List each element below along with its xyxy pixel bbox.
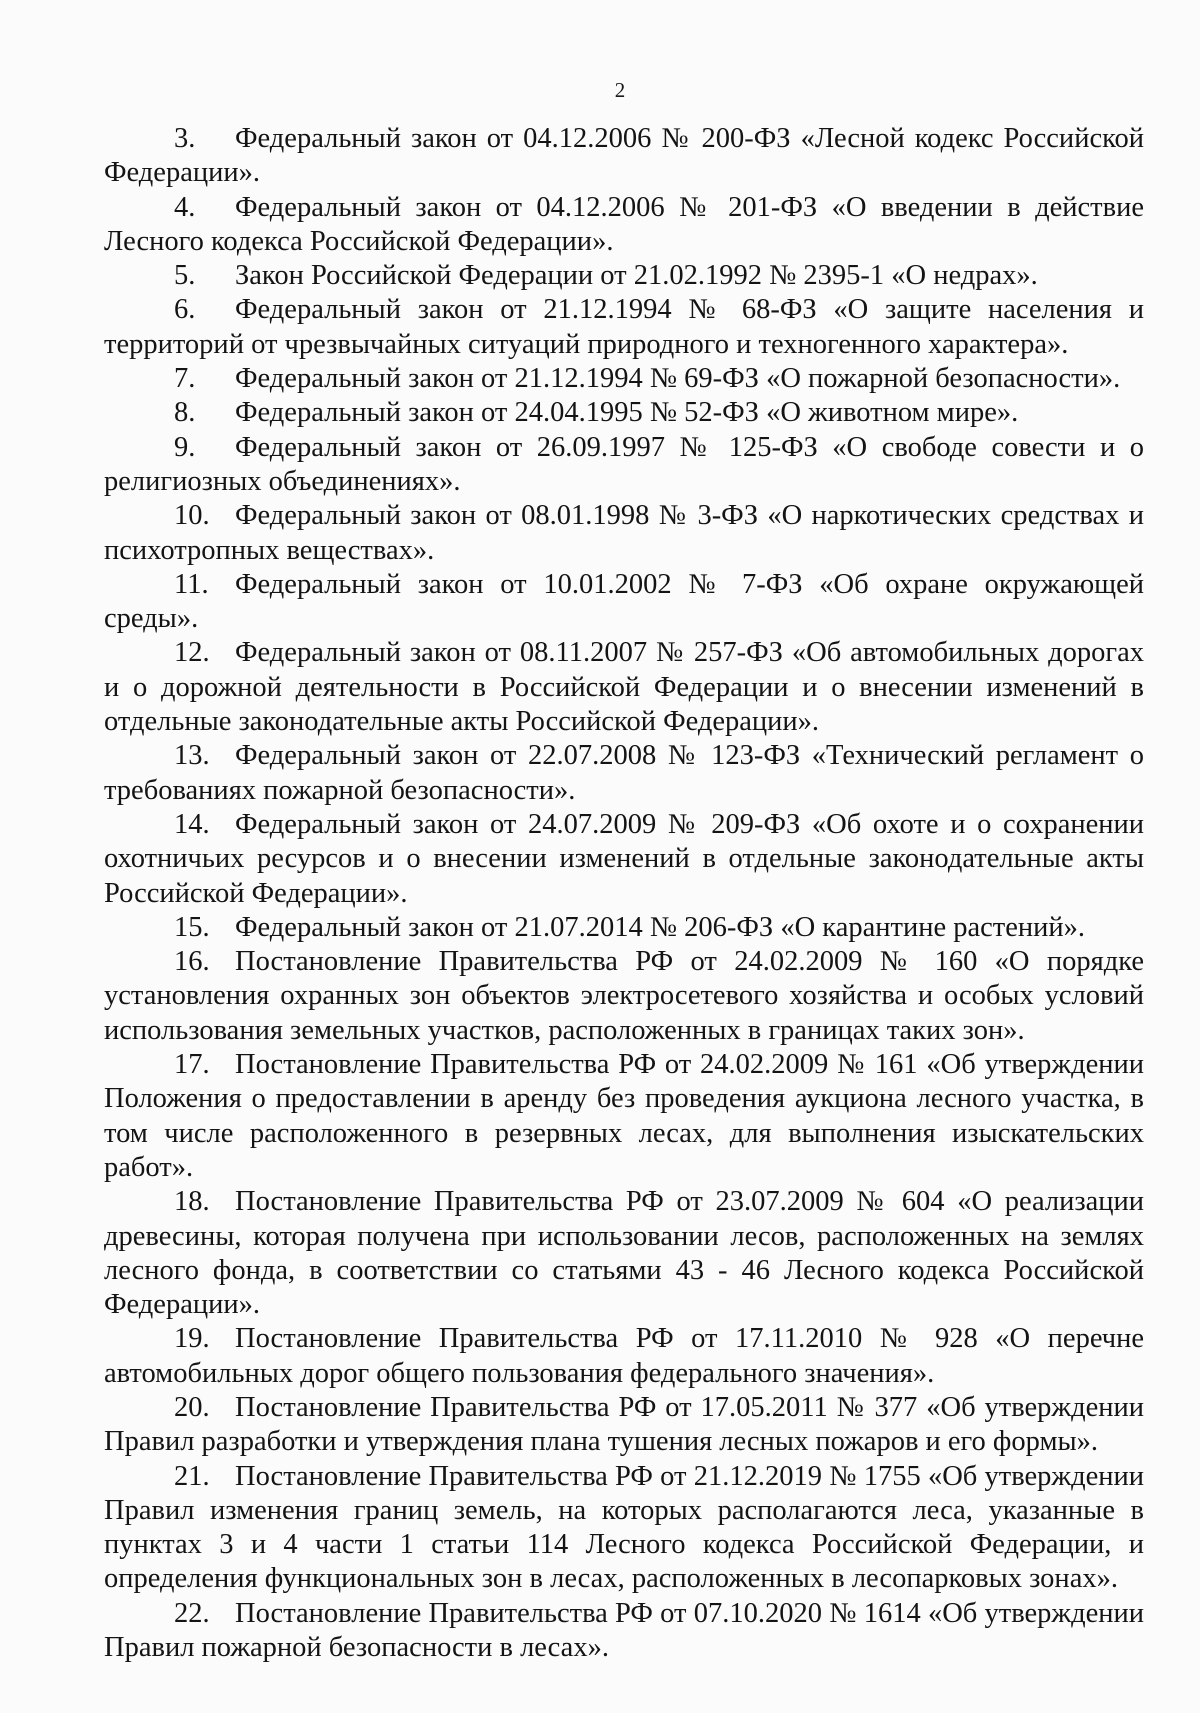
list-item — [104, 396, 1144, 430]
list-item-number: 6. — [174, 294, 196, 326]
list-item-number: 3. — [174, 123, 196, 154]
list-item — [104, 808, 1144, 911]
list-item-number: 16. — [174, 946, 210, 978]
list-item-number: 14. — [174, 808, 210, 840]
list-item — [104, 1597, 1144, 1666]
list-item-number: 13. — [174, 740, 210, 772]
list-item-text: Федеральный закон от 24.04.1995 № 52-ФЗ «О животном мире». — [235, 397, 1019, 429]
list-item — [104, 945, 1144, 1048]
list-item-text: Постановление Правительства РФ от 17.11.2010 № 928 «О перечне автомобильных дорог общего пользования федерального значения». — [104, 1323, 1144, 1389]
list-item — [104, 911, 1144, 945]
list-item-text: Федеральный закон от 04.12.2006 № 201-ФЗ «О введении в действие Лесного кодекса Российской Федерации». — [104, 191, 1144, 257]
list-item-number: 22. — [174, 1597, 210, 1629]
legal-acts-list — [104, 122, 1144, 1665]
list-item-text: Федеральный закон от 08.11.2007 № 257-ФЗ «Об автомобильных дорогах и о дорожной деятельности в Российской Федерации и о внесении изменений в отдельные законодательные акты Российской Федерации». — [104, 637, 1144, 738]
list-item-number: 12. — [174, 637, 210, 669]
list-item-number: 10. — [174, 500, 210, 532]
list-item-number: 9. — [174, 431, 196, 463]
list-item — [104, 739, 1144, 808]
list-item-text: Федеральный закон от 24.07.2009 № 209-ФЗ «Об охоте и о сохранении охотничьих ресурсов и о внесении изменений в отдельные законодательные акты Российской Федерации». — [104, 808, 1144, 909]
list-item-number: 15. — [174, 911, 210, 943]
list-item — [104, 1185, 1144, 1322]
list-item-number: 11. — [174, 568, 209, 600]
page-number: 2 — [614, 78, 626, 102]
list-item — [104, 293, 1144, 362]
list-item-text: Постановление Правительства РФ от 17.05.2011 № 377 «Об утверждении Правил разработки и утверждения плана тушения лесных пожаров и его формы». — [104, 1391, 1144, 1458]
list-item — [104, 1048, 1144, 1185]
list-item-text: Постановление Правительства РФ от 24.02.2009 № 160 «О порядке установления охранных зон объектов электросетевого хозяйства и особых условий использования земельных участков, расположенных в границах таких зон». — [104, 946, 1144, 1046]
list-item — [104, 362, 1144, 396]
list-item-number: 8. — [174, 397, 196, 429]
list-item — [104, 568, 1144, 637]
list-item — [104, 122, 1144, 191]
list-item — [104, 191, 1144, 260]
list-item-text: Постановление Правительства РФ от 23.07.2009 № 604 «О реализации древесины, которая получена при использовании лесов, расположенных на землях лесного фонда, в соответствии со статьями 43 - 46 Лесного кодекса Российской Федерации». — [104, 1186, 1144, 1321]
list-item-number: 7. — [174, 363, 196, 395]
list-item-text: Федеральный закон от 26.09.1997 № 125-ФЗ «О свободе совести и о религиозных объединениях». — [104, 431, 1144, 497]
list-item-text: Федеральный закон от 21.07.2014 № 206-ФЗ «О карантине растений». — [235, 911, 1086, 943]
list-item — [104, 1391, 1144, 1460]
list-item-text: Федеральный закон от 21.12.1994 № 68-ФЗ «О защите населения и территорий от чрезвычайных ситуаций природного и техногенного характера». — [104, 294, 1144, 360]
list-item-text: Федеральный закон от 10.01.2002 № 7-ФЗ «Об охране окружающей среды». — [104, 568, 1144, 635]
list-item-number: 21. — [174, 1460, 210, 1492]
list-item-number: 18. — [174, 1186, 210, 1218]
list-item — [104, 259, 1144, 293]
list-item-text: Федеральный закон от 22.07.2008 № 123-ФЗ «Технический регламент о требованиях пожарной безопасности». — [104, 740, 1144, 806]
list-item-text: Федеральный закон от 21.12.1994 № 69-ФЗ «О пожарной безопасности». — [235, 363, 1121, 395]
list-item — [104, 1322, 1144, 1391]
list-item-text: Федеральный закон от 04.12.2006 № 200-ФЗ «Лесной кодекс Российской Федерации». — [104, 123, 1144, 189]
list-item — [104, 1460, 1144, 1597]
list-item-text: Постановление Правительства РФ от 24.02.2009 № 161 «Об утверждении Положения о предоставлении в аренду без проведения аукциона лесного участка, в том числе расположенного в резервных лесах, для выполнения изыскательских работ». — [104, 1049, 1144, 1183]
list-item-text: Федеральный закон от 08.01.1998 № 3-ФЗ «О наркотических средствах и психотропных веществах». — [104, 500, 1144, 566]
list-item — [104, 499, 1144, 568]
list-item-number: 20. — [174, 1391, 210, 1423]
list-item-number: 5. — [174, 260, 196, 292]
list-item-text: Закон Российской Федерации от 21.02.1992 № 2395-1 «О недрах». — [235, 260, 1038, 292]
list-item — [104, 431, 1144, 500]
list-item-number: 4. — [174, 191, 196, 223]
list-item-number: 17. — [174, 1049, 210, 1081]
list-item-text: Постановление Правительства РФ от 07.10.2020 № 1614 «Об утверждении Правил пожарной безопасности в лесах». — [104, 1597, 1144, 1664]
list-item — [104, 636, 1144, 739]
list-item-text: Постановление Правительства РФ от 21.12.2019 № 1755 «Об утверждении Правил изменения границ земель, на которых располагаются леса, указанные в пунктах 3 и 4 части 1 статьи 114 Лесного кодекса Российской Федерации, и определения функциональных зон в лесах, расположенных в лесопарковых зонах». — [104, 1460, 1144, 1595]
list-item-number: 19. — [174, 1323, 210, 1355]
